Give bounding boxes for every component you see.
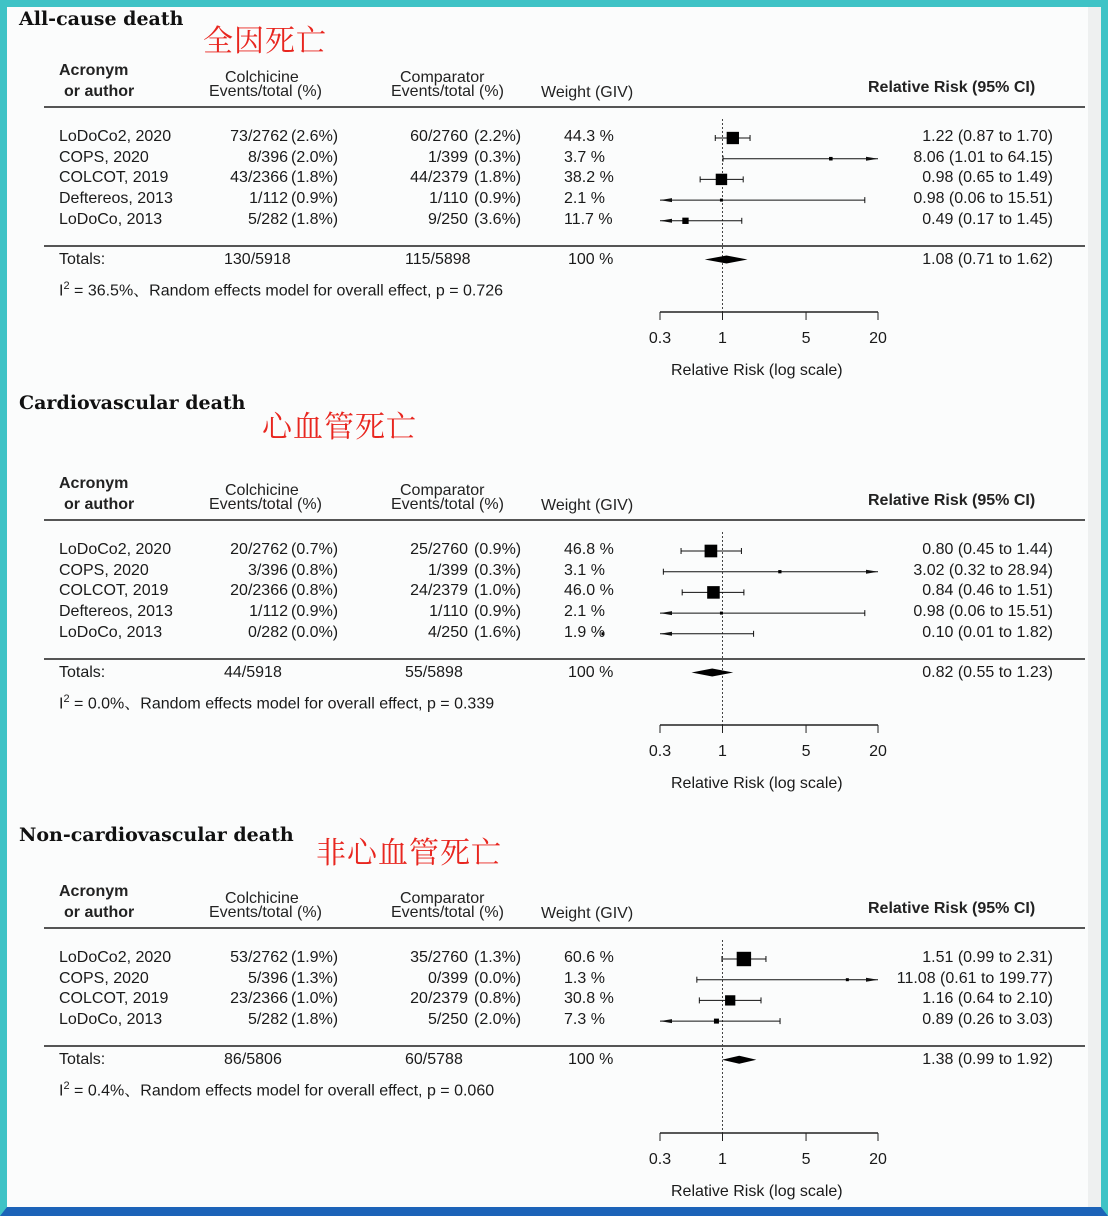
study-weight: 3.7 % [564, 148, 605, 166]
study-weight: 3.1 % [564, 561, 605, 579]
comparator-events: 35/2760 [410, 949, 468, 966]
comparator-percent: (0.0%) [474, 969, 522, 987]
colchicine-events: 3/396 [247, 561, 288, 579]
colchicine-events: 43/2366 [230, 169, 288, 187]
study-name: LoDoCo2, 2020 [59, 949, 172, 966]
study-name: Deftereos, 2013 [59, 190, 173, 208]
x-tick-label: 1 [718, 330, 727, 347]
x-axis-label: Relative Risk (log scale) [671, 362, 843, 379]
x-tick-label: 1 [718, 1151, 727, 1168]
comparator-events: 1/399 [427, 148, 468, 166]
colchicine-events: 1/112 [249, 603, 288, 621]
heterogeneity-statement [59, 276, 503, 301]
colchicine-percent: (2.0%) [291, 148, 339, 166]
comparator-percent: (0.3%) [474, 561, 522, 579]
relative-risk-ci: 0.98 (0.06 to 15.51) [913, 603, 1053, 621]
totals-comparator: 55/5898 [405, 663, 463, 681]
header-relative-risk: Relative Risk (95% CI) [868, 79, 1036, 96]
study-marker [663, 569, 878, 575]
x-tick-label: 20 [869, 1151, 887, 1168]
header-colchicine: Colchicine [225, 69, 299, 86]
colchicine-events: 53/2762 [230, 949, 288, 966]
colchicine-percent: (1.3%) [291, 969, 339, 987]
pooled-diamond [722, 1056, 756, 1064]
x-tick-label: 5 [801, 330, 811, 347]
study-weight: 44.3 % [564, 128, 614, 145]
totals-label: Totals: [59, 663, 106, 681]
totals-colchicine: 130/5918 [224, 250, 291, 268]
comparator-events: 9/250 [427, 210, 468, 228]
totals-weight: 100 % [568, 250, 614, 268]
study-marker [722, 952, 766, 966]
ci-arrow-left [660, 198, 672, 202]
panel-title: Non-cardiovascular death [19, 824, 294, 846]
pooled-diamond [691, 669, 733, 677]
ci-arrow-left [660, 632, 672, 636]
study-name: LoDoCo, 2013 [59, 1011, 163, 1029]
colchicine-events: 1/112 [249, 190, 288, 208]
relative-risk-ci: 1.51 (0.99 to 2.31) [922, 949, 1053, 966]
header-relative-risk: Relative Risk (95% CI) [868, 900, 1036, 917]
study-marker [660, 197, 865, 203]
ci-arrow-left [660, 611, 672, 615]
header-weight: Weight (GIV) [541, 905, 634, 922]
relative-risk-ci: 0.10 (0.01 to 1.82) [922, 623, 1053, 641]
study-name: Deftereos, 2013 [59, 603, 173, 621]
ci-arrow-right [866, 978, 878, 982]
header-or-author: or author [64, 83, 135, 100]
study-weight: 1.3 % [564, 969, 605, 987]
panel-title: All-cause death [19, 8, 184, 30]
study-name: COPS, 2020 [59, 969, 149, 987]
comparator-percent: (0.3%) [474, 148, 522, 166]
study-weight: 30.8 % [564, 990, 614, 1008]
point-estimate-square [716, 174, 727, 185]
i2-superscript: 2 [63, 279, 70, 292]
study-marker [700, 174, 743, 185]
comparator-percent: (1.0%) [474, 582, 522, 600]
x-tick-label: 5 [801, 1151, 811, 1168]
relative-risk-ci: 0.89 (0.26 to 3.03) [922, 1011, 1053, 1029]
header-comparator-events: Events/total (%) [391, 496, 504, 513]
x-tick-label: 20 [869, 330, 887, 347]
relative-risk-ci: 1.22 (0.87 to 1.70) [922, 128, 1053, 145]
colchicine-percent: (0.8%) [291, 561, 339, 579]
header-weight: Weight (GIV) [541, 497, 634, 514]
header-comparator-events: Events/total (%) [391, 904, 504, 921]
i2-superscript: 2 [63, 692, 70, 705]
study-marker [715, 132, 750, 144]
study-marker [723, 156, 878, 162]
study-weight: 7.3 % [564, 1011, 605, 1029]
header-colchicine-events: Events/total (%) [209, 496, 322, 513]
colchicine-percent: (0.9%) [291, 190, 339, 208]
study-marker [660, 218, 742, 224]
point-estimate-square [737, 952, 751, 966]
colchicine-events: 0/282 [247, 623, 288, 641]
point-estimate-square [720, 612, 723, 615]
relative-risk-ci: 0.84 (0.46 to 1.51) [922, 582, 1053, 600]
header-acronym: Acronym [59, 883, 129, 900]
header-acronym: Acronym [59, 475, 129, 492]
colchicine-percent: (1.0%) [291, 990, 339, 1008]
comparator-events: 60/2760 [410, 128, 468, 145]
colchicine-events: 20/2366 [230, 582, 288, 600]
x-tick-label: 1 [718, 743, 727, 760]
totals-comparator: 60/5788 [405, 1050, 463, 1068]
study-marker [601, 631, 753, 637]
relative-risk-ci: 0.49 (0.17 to 1.45) [922, 210, 1053, 228]
colchicine-events: 73/2762 [230, 128, 288, 145]
header-colchicine-events: Events/total (%) [209, 904, 322, 921]
study-marker [682, 586, 744, 599]
heterogeneity-text: = 36.5%、Random effects model for overall effect, p = 0.726 [69, 281, 504, 299]
colchicine-events: 23/2366 [230, 990, 288, 1008]
i2-letter: I [59, 1082, 64, 1100]
comparator-percent: (2.0%) [474, 1011, 522, 1029]
study-marker [697, 977, 878, 983]
totals-colchicine: 44/5918 [224, 663, 282, 681]
colchicine-events: 20/2762 [230, 541, 288, 558]
point-estimate-square [720, 199, 723, 202]
totals-colchicine: 86/5806 [224, 1050, 282, 1068]
colchicine-events: 5/282 [247, 210, 288, 228]
header-colchicine: Colchicine [225, 482, 299, 499]
study-weight: 11.7 % [564, 210, 613, 228]
point-estimate-square [829, 157, 833, 161]
relative-risk-ci: 0.80 (0.45 to 1.44) [922, 541, 1053, 558]
comparator-percent: (0.9%) [474, 190, 522, 208]
header-relative-risk: Relative Risk (95% CI) [868, 492, 1036, 509]
study-weight: 1.9 % [564, 623, 605, 641]
study-name: LoDoCo2, 2020 [59, 128, 172, 145]
study-name: COPS, 2020 [59, 561, 149, 579]
colchicine-percent: (1.8%) [291, 169, 339, 187]
study-name: LoDoCo, 2013 [59, 210, 163, 228]
comparator-percent: (2.2%) [474, 128, 522, 145]
totals-comparator: 115/5898 [405, 250, 471, 268]
relative-risk-ci: 1.16 (0.64 to 2.10) [922, 990, 1053, 1008]
colchicine-percent: (1.8%) [291, 210, 339, 228]
totals-label: Totals: [59, 250, 106, 268]
colchicine-percent: (0.8%) [291, 582, 339, 600]
heterogeneity-statement [59, 1076, 494, 1101]
header-colchicine-events: Events/total (%) [209, 83, 322, 100]
relative-risk-ci: 0.98 (0.06 to 15.51) [913, 190, 1053, 208]
i2-superscript: 2 [63, 1079, 70, 1092]
study-marker [681, 545, 741, 558]
x-axis-label: Relative Risk (log scale) [671, 775, 843, 792]
point-estimate-square [714, 1019, 719, 1024]
ci-arrow-right [866, 570, 878, 574]
study-weight: 38.2 % [564, 169, 614, 187]
heterogeneity-statement [59, 689, 494, 714]
comparator-percent: (1.6%) [474, 623, 522, 641]
comparator-percent: (3.6%) [474, 210, 522, 228]
comparator-events: 5/250 [427, 1011, 468, 1029]
study-marker [660, 1018, 780, 1024]
header-weight: Weight (GIV) [541, 84, 634, 101]
relative-risk-ci: 3.02 (0.32 to 28.94) [913, 561, 1053, 579]
header-comparator: Comparator [400, 890, 485, 907]
study-marker [660, 610, 865, 616]
i2-letter: I [59, 281, 64, 299]
study-weight: 46.8 % [564, 541, 614, 558]
colchicine-events: 5/396 [247, 969, 288, 987]
colchicine-percent: (1.8%) [291, 1011, 339, 1029]
header-comparator: Comparator [400, 482, 485, 499]
colchicine-percent: (0.7%) [291, 541, 339, 558]
x-axis-label: Relative Risk (log scale) [671, 1183, 843, 1200]
relative-risk-ci: 8.06 (1.01 to 64.15) [913, 148, 1053, 166]
header-comparator: Comparator [400, 69, 485, 86]
point-estimate-square [682, 218, 688, 224]
totals-weight: 100 % [568, 663, 614, 681]
point-estimate-square [725, 995, 735, 1005]
panel-title-chinese: 全因死亡 [203, 24, 327, 59]
pooled-diamond [705, 256, 748, 264]
point-estimate-square [705, 545, 718, 558]
study-weight: 2.1 % [564, 603, 605, 621]
totals-ci: 0.82 (0.55 to 1.23) [922, 663, 1053, 681]
study-name: COLCOT, 2019 [59, 169, 169, 187]
study-weight: 60.6 % [564, 949, 614, 966]
study-name: LoDoCo, 2013 [59, 623, 163, 641]
comparator-events: 1/110 [429, 190, 468, 208]
ci-arrow-left [660, 1019, 672, 1023]
panel-title-chinese: 心血管死亡 [262, 410, 417, 445]
point-estimate-square [707, 586, 720, 599]
comparator-events: 44/2379 [410, 169, 468, 187]
totals-ci: 1.38 (0.99 to 1.92) [922, 1050, 1053, 1068]
header-or-author: or author [64, 904, 135, 921]
x-tick-label: 0.3 [648, 743, 672, 760]
comparator-percent: (0.9%) [474, 541, 522, 558]
comparator-events: 0/399 [427, 969, 468, 987]
ci-arrow-left [660, 219, 672, 223]
totals-label: Totals: [59, 1050, 106, 1068]
comparator-events: 1/110 [429, 603, 468, 621]
study-name: COPS, 2020 [59, 148, 149, 166]
study-name: LoDoCo2, 2020 [59, 541, 172, 558]
x-tick-label: 20 [869, 743, 887, 760]
x-tick-label: 0.3 [648, 330, 672, 347]
header-or-author: or author [64, 496, 135, 513]
heterogeneity-text: = 0.4%、Random effects model for overall effect, p = 0.060 [69, 1082, 495, 1100]
i2-letter: I [59, 694, 64, 712]
comparator-events: 25/2760 [410, 541, 468, 558]
ci-arrow-right [866, 157, 878, 161]
header-acronym: Acronym [59, 62, 129, 79]
totals-ci: 1.08 (0.71 to 1.62) [922, 250, 1053, 268]
comparator-percent: (0.9%) [474, 603, 522, 621]
heterogeneity-text: = 0.0%、Random effects model for overall effect, p = 0.339 [69, 694, 495, 712]
colchicine-events: 5/282 [247, 1011, 288, 1029]
study-marker [699, 995, 761, 1005]
colchicine-percent: (0.9%) [291, 603, 339, 621]
point-estimate-square [727, 132, 739, 144]
header-colchicine: Colchicine [225, 890, 299, 907]
comparator-events: 1/399 [427, 561, 468, 579]
comparator-events: 20/2379 [410, 990, 468, 1008]
colchicine-percent: (2.6%) [291, 128, 339, 145]
comparator-percent: (1.8%) [474, 169, 522, 187]
relative-risk-ci: 0.98 (0.65 to 1.49) [922, 169, 1053, 187]
colchicine-percent: (1.9%) [291, 949, 339, 966]
point-estimate-square [778, 570, 781, 573]
panel-title-chinese: 非心血管死亡 [316, 836, 502, 871]
colchicine-events: 8/396 [247, 148, 288, 166]
header-comparator-events: Events/total (%) [391, 83, 504, 100]
study-weight: 2.1 % [564, 190, 605, 208]
totals-weight: 100 % [568, 1050, 614, 1068]
x-tick-label: 5 [801, 743, 811, 760]
point-estimate-square [846, 978, 849, 981]
study-weight: 46.0 % [564, 582, 614, 600]
x-tick-label: 0.3 [648, 1151, 672, 1168]
comparator-percent: (1.3%) [474, 949, 522, 966]
comparator-events: 24/2379 [410, 582, 468, 600]
comparator-events: 4/250 [427, 623, 468, 641]
comparator-percent: (0.8%) [474, 990, 522, 1008]
study-name: COLCOT, 2019 [59, 990, 169, 1008]
panel-title: Cardiovascular death [19, 392, 246, 414]
relative-risk-ci: 11.08 (0.61 to 199.77) [896, 969, 1053, 987]
study-name: COLCOT, 2019 [59, 582, 169, 600]
colchicine-percent: (0.0%) [291, 623, 339, 641]
